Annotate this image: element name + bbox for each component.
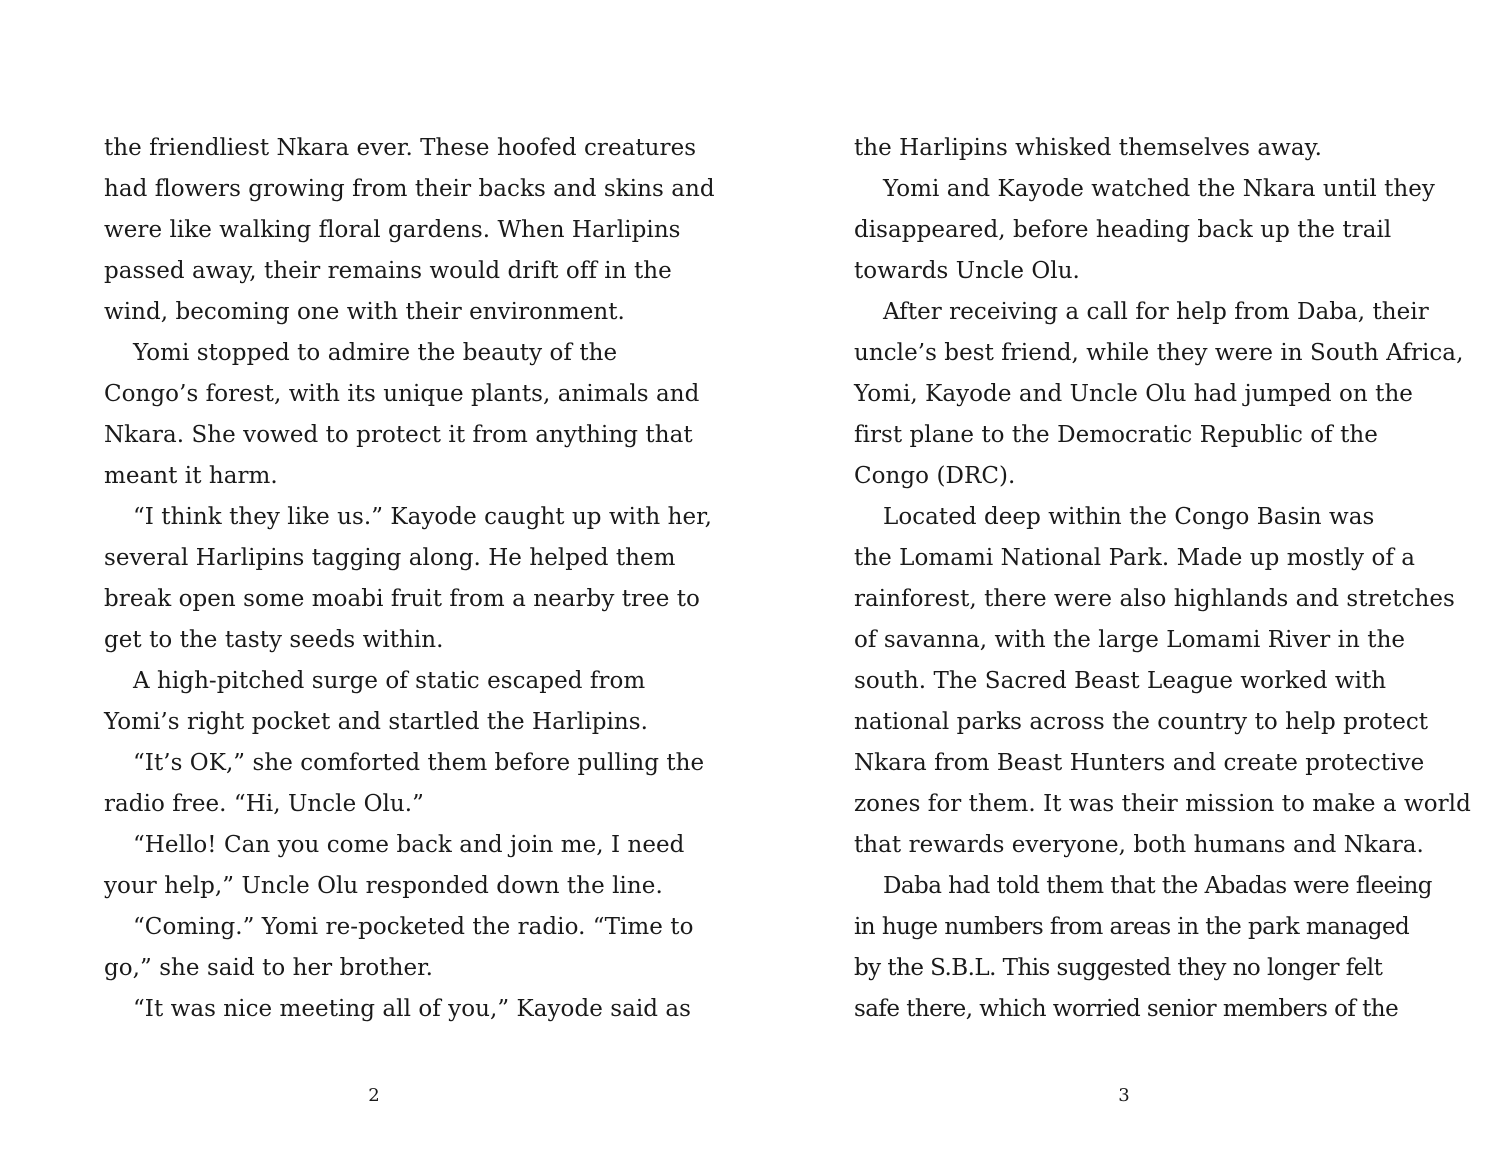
text-line: national parks across the country to help protect bbox=[854, 709, 1429, 735]
text-line: the Harlipins whisked themselves away. bbox=[854, 135, 1322, 161]
text-line: wind, becoming one with their environment. bbox=[104, 299, 625, 325]
text-line: safe there, which worried senior members of the bbox=[854, 996, 1399, 1022]
text-line: A high-pitched surge of static escaped from bbox=[133, 668, 646, 694]
text-line: that rewards everyone, both humans and Nkara. bbox=[854, 832, 1424, 858]
text-line: “Hello! Can you come back and join me, I need bbox=[133, 832, 685, 858]
text-line: rainforest, there were also highlands and stretches bbox=[854, 586, 1455, 612]
text-line: “Coming.” Yomi re-pocketed the radio. “Time to bbox=[133, 914, 694, 940]
text-line: several Harlipins tagging along. He helped them bbox=[104, 545, 676, 571]
right-page bbox=[750, 0, 1500, 1151]
text-line: the Lomami National Park. Made up mostly of a bbox=[854, 545, 1416, 571]
page-number: 2 bbox=[368, 1085, 380, 1106]
text-line: were like walking floral gardens. When Harlipins bbox=[104, 217, 681, 243]
page-number: 3 bbox=[1118, 1085, 1130, 1106]
right-page-text bbox=[854, 128, 1471, 1030]
text-line: of savanna, with the large Lomami River in the bbox=[854, 627, 1406, 653]
text-line: Congo (DRC). bbox=[854, 463, 1016, 489]
text-line: had flowers growing from their backs and skins and bbox=[104, 176, 715, 202]
text-line: “It was nice meeting all of you,” Kayode said as bbox=[133, 996, 692, 1022]
text-line: Yomi stopped to admire the beauty of the bbox=[133, 340, 618, 366]
text-line: Yomi, Kayode and Uncle Olu had jumped on the bbox=[854, 381, 1413, 407]
text-line: in huge numbers from areas in the park managed bbox=[854, 914, 1410, 940]
text-line: meant it harm. bbox=[104, 463, 278, 489]
text-line: disappeared, before heading back up the trail bbox=[854, 217, 1392, 243]
text-line: towards Uncle Olu. bbox=[854, 258, 1080, 284]
text-line: Yomi and Kayode watched the Nkara until they bbox=[883, 176, 1435, 202]
text-line: zones for them. It was their mission to make a world bbox=[854, 791, 1471, 817]
text-line: your help,” Uncle Olu responded down the line. bbox=[104, 873, 663, 899]
text-line: south. The Sacred Beast League worked with bbox=[854, 668, 1387, 694]
text-line: Congo’s forest, with its unique plants, animals and bbox=[104, 381, 700, 407]
text-line: “It’s OK,” she comforted them before pulling the bbox=[133, 750, 705, 776]
text-line: the friendliest Nkara ever. These hoofed creatures bbox=[104, 135, 697, 161]
text-line: Located deep within the Congo Basin was bbox=[883, 504, 1375, 530]
text-line: Nkara from Beast Hunters and create protective bbox=[854, 750, 1425, 776]
text-line: first plane to the Democratic Republic of the bbox=[854, 422, 1378, 448]
left-page-text bbox=[104, 128, 715, 1030]
text-line: passed away, their remains would drift off in the bbox=[104, 258, 672, 284]
text-line: by the S.B.L. This suggested they no longer felt bbox=[854, 955, 1383, 981]
text-line: break open some moabi fruit from a nearby tree to bbox=[104, 586, 700, 612]
text-line: get to the tasty seeds within. bbox=[104, 627, 444, 653]
text-line: go,” she said to her brother. bbox=[104, 955, 433, 981]
text-line: Daba had told them that the Abadas were fleeing bbox=[883, 873, 1432, 899]
text-line: uncle’s best friend, while they were in South Africa, bbox=[854, 340, 1464, 366]
text-line: Nkara. She vowed to protect it from anything that bbox=[104, 422, 693, 448]
text-line: “I think they like us.” Kayode caught up with her, bbox=[133, 504, 713, 530]
text-line: radio free. “Hi, Uncle Olu.” bbox=[104, 791, 424, 817]
text-line: Yomi’s right pocket and startled the Harlipins. bbox=[104, 709, 648, 735]
text-line: After receiving a call for help from Daba, their bbox=[883, 299, 1429, 325]
